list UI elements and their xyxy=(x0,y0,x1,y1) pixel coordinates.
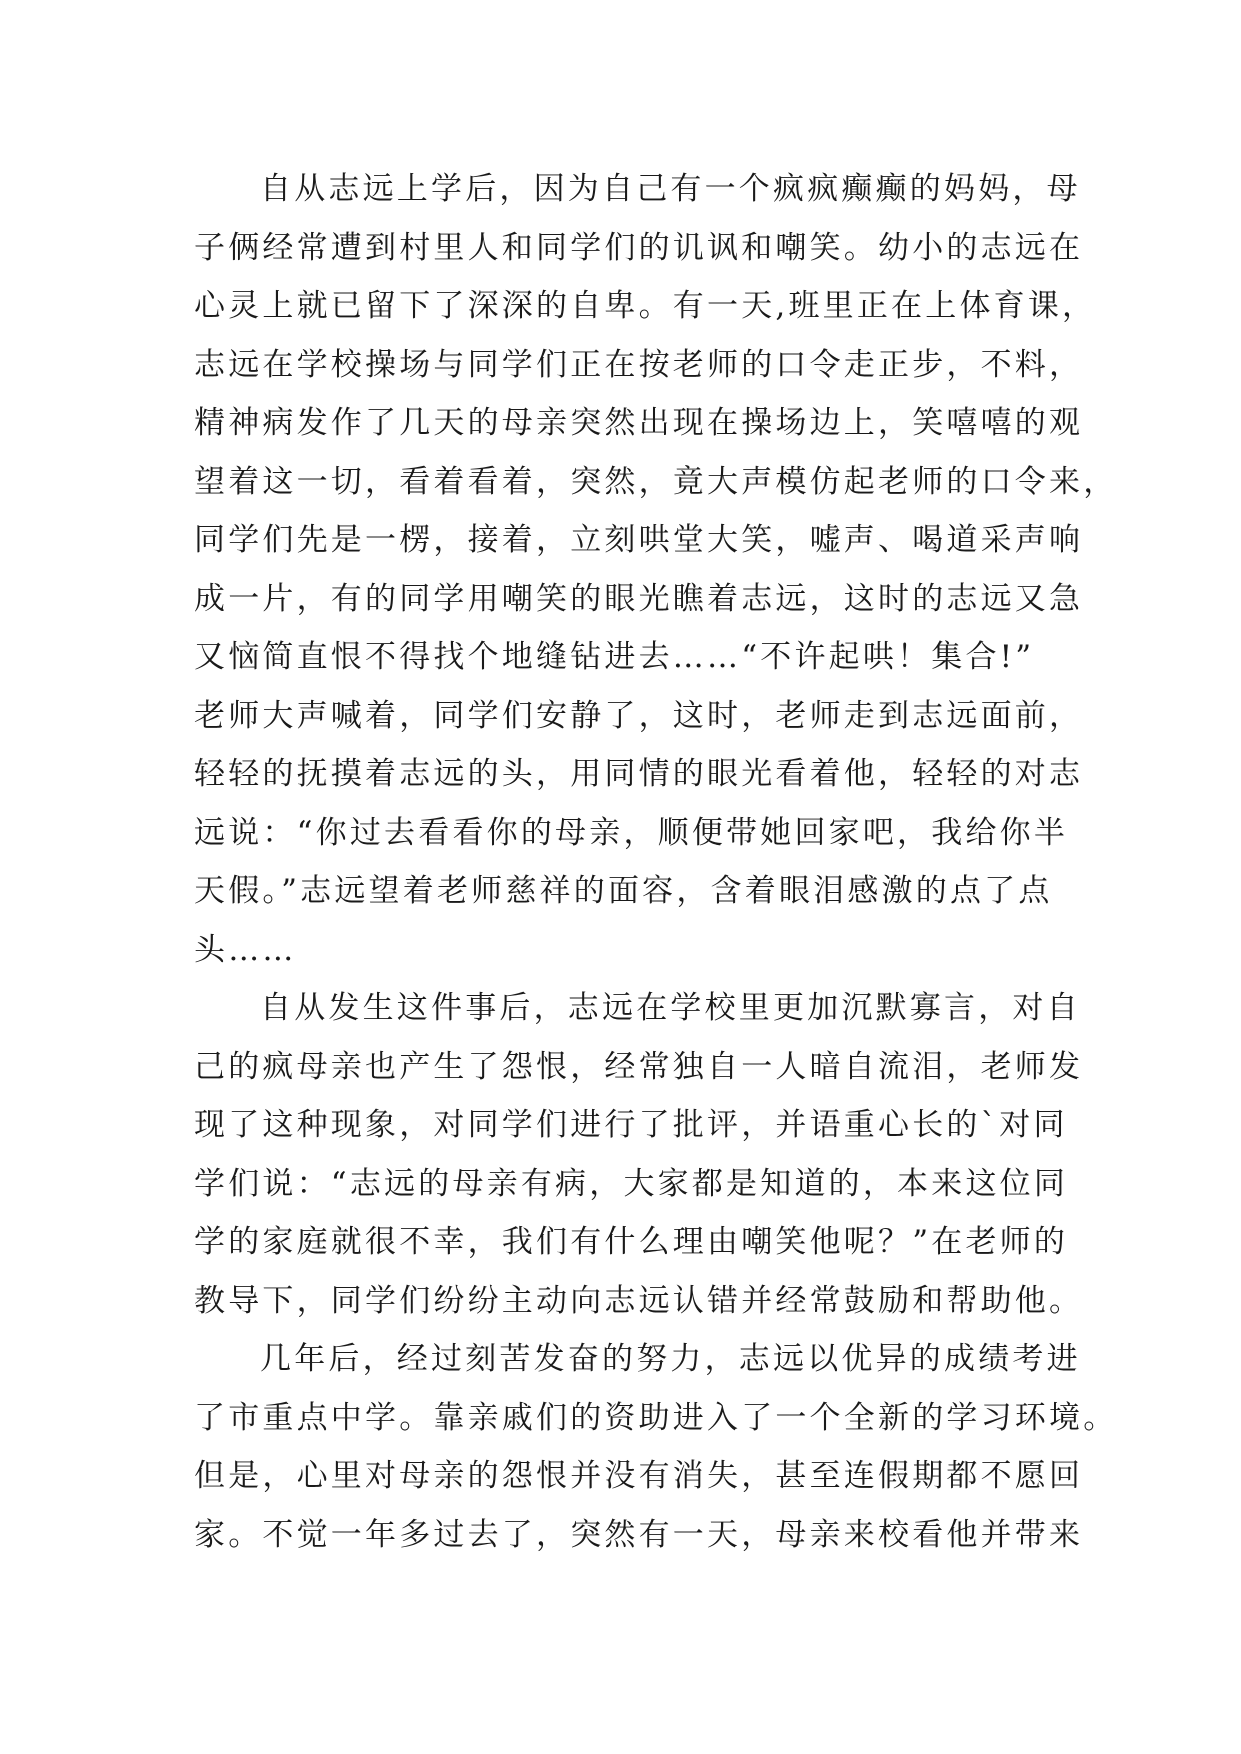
text-line: 远说：“你过去看看你的母亲，顺便带她回家吧，我给你半 xyxy=(194,814,1069,851)
text-line: 天假。”志远望着老师慈祥的面容，含着眼泪感激的点了点 xyxy=(194,873,1053,909)
text-line: 自从志远上学后，因为自己有一个疯疯癫癫的妈妈，母 xyxy=(260,171,1081,207)
text-line: 自从发生这件事后，志远在学校里更加沉默寡言，对自 xyxy=(260,990,1081,1026)
text-line: 现了这种现象，对同学们进行了批评，并语重心长的`对同 xyxy=(194,1107,1068,1143)
text-line: 了市重点中学。靠亲戚们的资助进入了一个全新的学习环境。 xyxy=(194,1399,1118,1436)
text-line: 又恼简直恨不得找个地缝钻进去……“不许起哄！集合!” xyxy=(194,639,1035,675)
text-line: 同学们先是一楞，接着，立刻哄堂大笑，嘘声、喝道采声响 xyxy=(194,522,1084,558)
text-line: 望着这一切，看着看着，突然，竟大声模仿起老师的口令来， xyxy=(194,463,1118,500)
text-line: 学们说：“志远的母亲有病，大家都是知道的，本来这位同 xyxy=(194,1165,1069,1202)
paragraph-3 xyxy=(194,1330,1118,1564)
text-line: 家。不觉一年多过去了，突然有一天，母亲来校看他并带来 xyxy=(194,1516,1084,1553)
text-line: 志远在学校操场与同学们正在按老师的口令走正步，不料， xyxy=(194,346,1084,383)
text-line: 几年后，经过刻苦发奋的努力，志远以优异的成绩考进 xyxy=(260,1341,1081,1377)
text-line: 学的家庭就很不幸，我们有什么理由嘲笑他呢？”在老师的 xyxy=(194,1224,1069,1260)
text-line: 子俩经常遭到村里人和同学们的讥讽和嘲笑。幼小的志远在 xyxy=(194,229,1084,266)
text-line: 头…… xyxy=(194,931,297,968)
text-line: 精神病发作了几天的母亲突然出现在操场边上，笑嘻嘻的观 xyxy=(194,405,1084,441)
text-line: 轻轻的抚摸着志远的头，用同情的眼光看着他，轻轻的对志 xyxy=(194,756,1084,792)
body-text xyxy=(194,160,1118,1564)
text-line: 成一片，有的同学用嘲笑的眼光瞧着志远，这时的志远又急 xyxy=(194,580,1084,617)
text-line: 教导下，同学们纷纷主动向志远认错并经常鼓励和帮助他。 xyxy=(194,1282,1084,1319)
paragraph-2 xyxy=(194,979,1084,1330)
text-line: 己的疯母亲也产生了怨恨，经常独自一人暗自流泪，老师发 xyxy=(194,1048,1084,1085)
text-line: 心灵上就已留下了深深的自卑。有一天,班里正在上体育课， xyxy=(194,288,1097,324)
paragraph-1 xyxy=(194,160,1118,979)
text-line: 但是，心里对母亲的怨恨并没有消失，甚至连假期都不愿回 xyxy=(194,1458,1084,1494)
text-line: 老师大声喊着，同学们安静了，这时，老师走到志远面前， xyxy=(194,697,1084,734)
